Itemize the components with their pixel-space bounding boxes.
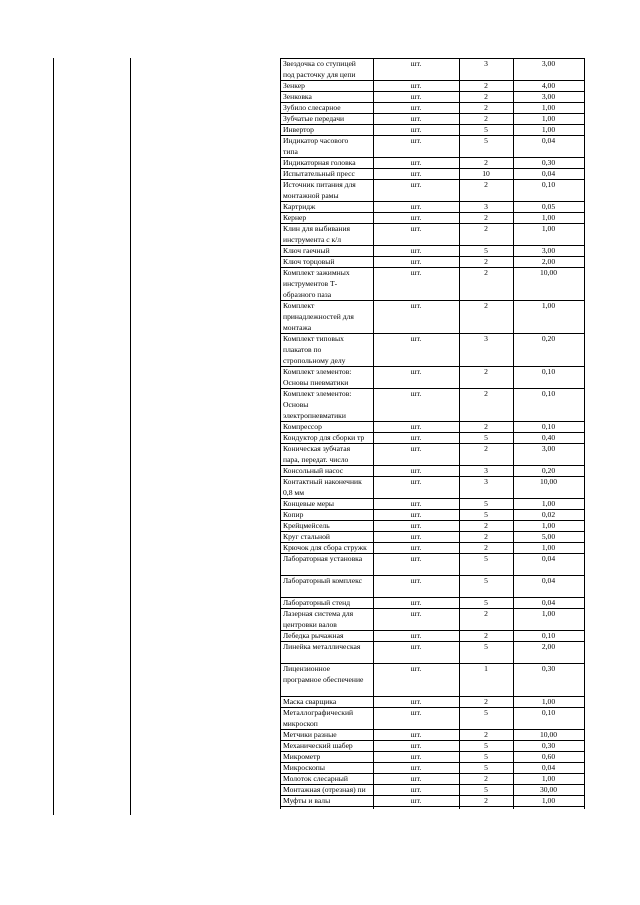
item-value: 0,04 [541, 554, 556, 563]
item-quantity: 2 [484, 158, 488, 167]
item-value: 1,00 [541, 125, 556, 134]
item-unit: шт. [410, 752, 422, 761]
item-name: Испытательный пресс [283, 169, 355, 178]
item-unit: шт. [410, 631, 422, 640]
item-name: Зенковка [283, 92, 312, 101]
item-name: Микрометр [283, 752, 321, 761]
item-quantity: 5 [484, 433, 488, 442]
item-unit: шт. [410, 367, 422, 376]
item-quantity: 5 [484, 125, 488, 134]
item-name: Кернер [283, 213, 307, 222]
item-quantity: 2 [484, 532, 488, 541]
item-quantity: 2 [484, 367, 488, 376]
item-unit: шт. [410, 81, 422, 90]
item-unit: шт. [410, 433, 422, 442]
item-value: 2,00 [541, 642, 556, 651]
item-name: Маска сварщика [283, 697, 337, 706]
item-quantity: 2 [484, 730, 488, 739]
item-name: Лабораторный комплекс [283, 576, 362, 585]
item-unit: шт. [410, 136, 422, 145]
item-value: 1,00 [541, 543, 556, 552]
item-name: Контактный наконечник 0,8 мм [283, 477, 362, 497]
item-value: 2,00 [541, 257, 556, 266]
item-quantity: 10 [482, 169, 490, 178]
item-unit: шт. [410, 389, 422, 398]
item-quantity: 2 [484, 301, 488, 310]
item-name: Муфты и валы [283, 796, 331, 805]
item-value: 0,20 [541, 334, 556, 343]
item-name: Комплект элементов: Основы пневматики [283, 367, 352, 387]
item-unit: шт. [410, 763, 422, 772]
item-quantity: 2 [484, 180, 488, 189]
item-quantity: 2 [484, 389, 488, 398]
item-unit: шт. [410, 224, 422, 233]
item-value: 4,00 [541, 81, 556, 90]
item-quantity: 2 [484, 796, 488, 805]
item-unit: шт. [410, 697, 422, 706]
item-value: 0,04 [541, 598, 556, 607]
item-quantity: 2 [484, 631, 488, 640]
item-name: Клин для выбивания инструмента с к/л [283, 224, 351, 244]
item-name: Молоток слесарный [283, 774, 348, 783]
item-quantity: 3 [484, 334, 488, 343]
item-name: Металлографический микроскоп [283, 708, 354, 728]
item-unit: шт. [410, 609, 422, 618]
item-unit: шт. [410, 180, 422, 189]
item-value: 1,00 [541, 114, 556, 123]
item-name: Консольный насос [283, 466, 344, 475]
item-quantity: 2 [484, 543, 488, 552]
item-quantity: 5 [484, 499, 488, 508]
item-name: Зенкер [283, 81, 305, 90]
item-value: 0,10 [541, 708, 556, 717]
item-name: Коническая зубчатая пара, передат. число [283, 444, 351, 464]
item-value: 1,00 [541, 499, 556, 508]
item-name: Крейцмейсель [283, 521, 330, 530]
item-name: Копир [283, 510, 304, 519]
left-border-line-1 [53, 58, 54, 815]
item-unit: шт. [410, 59, 422, 68]
item-unit: шт. [410, 422, 422, 431]
item-unit: шт. [410, 268, 422, 277]
item-unit: шт. [410, 499, 422, 508]
item-value: 1,00 [541, 224, 556, 233]
item-value: 0,02 [541, 510, 556, 519]
item-unit: шт. [410, 510, 422, 519]
item-value: 1,00 [541, 697, 556, 706]
item-quantity: 2 [484, 81, 488, 90]
item-quantity: 2 [484, 521, 488, 530]
item-quantity: 2 [484, 257, 488, 266]
item-value: 0,04 [541, 763, 556, 772]
item-unit: шт. [410, 521, 422, 530]
item-unit: шт. [410, 785, 422, 794]
item-name: Индикатор часового типа [283, 136, 349, 156]
item-name: Картридж [283, 202, 316, 211]
item-quantity: 1 [484, 664, 488, 673]
item-name: Источник питания для монтажной рамы [283, 180, 356, 200]
item-quantity: 5 [484, 510, 488, 519]
item-quantity: 5 [484, 741, 488, 750]
item-name: Микроскопы [283, 763, 325, 772]
item-value: 0,04 [541, 136, 556, 145]
item-quantity: 3 [484, 477, 488, 486]
item-value: 5,00 [541, 532, 556, 541]
item-name: Механический шабер [283, 741, 353, 750]
item-unit: шт. [410, 576, 422, 585]
item-name: Лазерная система для центровки валов [283, 609, 354, 629]
item-unit: шт. [410, 543, 422, 552]
item-quantity: 5 [484, 554, 488, 563]
item-value: 0,05 [541, 202, 556, 211]
item-quantity: 3 [484, 59, 488, 68]
item-value: 3,00 [541, 59, 556, 68]
item-unit: шт. [410, 169, 422, 178]
item-value: 10,00 [539, 477, 558, 486]
item-name: Метчики разные [283, 730, 337, 739]
item-unit: шт. [410, 125, 422, 134]
item-unit: шт. [410, 477, 422, 486]
item-unit: шт. [410, 466, 422, 475]
item-name: Зубило слесарное [283, 103, 341, 112]
item-unit: шт. [410, 246, 422, 255]
item-unit: шт. [410, 741, 422, 750]
item-quantity: 5 [484, 576, 488, 585]
item-unit: шт. [410, 334, 422, 343]
item-value: 1,00 [541, 103, 556, 112]
item-name: Комплект типовых плакатов по стропольному делу [283, 334, 346, 365]
item-unit: шт. [410, 92, 422, 101]
item-value: 0,30 [541, 158, 556, 167]
item-quantity: 2 [484, 774, 488, 783]
item-quantity: 2 [484, 268, 488, 277]
item-value: 0,04 [541, 576, 556, 585]
item-quantity: 2 [484, 103, 488, 112]
item-quantity: 2 [484, 224, 488, 233]
item-unit: шт. [410, 598, 422, 607]
item-name: Комплект принадлежностей для монтажа [283, 301, 354, 332]
item-value: 1,00 [541, 609, 556, 618]
item-value: 1,00 [541, 301, 556, 310]
item-value: 30,00 [539, 785, 558, 794]
item-unit: шт. [410, 708, 422, 717]
item-name: Монтажная (отрезная) пи [283, 785, 366, 794]
item-value: 3,00 [541, 444, 556, 453]
item-name: Лебедка рычажная [283, 631, 344, 640]
item-value: 3,00 [541, 246, 556, 255]
item-name: Лабораторный стенд [283, 598, 351, 607]
item-value: 3,00 [541, 92, 556, 101]
item-name: Линейка металлическая [283, 642, 361, 651]
item-quantity: 3 [484, 466, 488, 475]
item-name: Круг стальной [283, 532, 330, 541]
item-value: 1,00 [541, 796, 556, 805]
item-value: 0,20 [541, 466, 556, 475]
table-row-divider [280, 806, 585, 807]
item-quantity: 5 [484, 708, 488, 717]
item-value: 0,30 [541, 741, 556, 750]
item-unit: шт. [410, 532, 422, 541]
item-unit: шт. [410, 103, 422, 112]
item-unit: шт. [410, 664, 422, 673]
item-unit: шт. [410, 213, 422, 222]
item-name: Инвертор [283, 125, 314, 134]
item-name: Зубчатые передачи [283, 114, 345, 123]
item-value: 0,40 [541, 433, 556, 442]
item-quantity: 5 [484, 246, 488, 255]
item-quantity: 2 [484, 422, 488, 431]
item-unit: шт. [410, 444, 422, 453]
item-name: Компрессор [283, 422, 322, 431]
item-value: 0,60 [541, 752, 556, 761]
item-quantity: 2 [484, 92, 488, 101]
item-name: Индикаторная головка [283, 158, 356, 167]
item-value: 0,10 [541, 631, 556, 640]
item-quantity: 2 [484, 114, 488, 123]
item-quantity: 2 [484, 444, 488, 453]
item-value: 1,00 [541, 521, 556, 530]
item-name: Лабораторная установка [283, 554, 363, 563]
item-unit: шт. [410, 554, 422, 563]
item-quantity: 5 [484, 136, 488, 145]
item-value: 10,00 [539, 730, 558, 739]
item-name: Комплект элементов: Основы электропневматики [283, 389, 352, 420]
item-name: Концевые меры [283, 499, 335, 508]
item-value: 0,10 [541, 422, 556, 431]
item-quantity: 2 [484, 609, 488, 618]
item-value: 10,00 [539, 268, 558, 277]
item-name: Крючок для сбора стружк [283, 543, 367, 552]
item-name: Лицензионное програмное обеспечение [283, 664, 364, 684]
item-unit: шт. [410, 642, 422, 651]
item-value: 0,04 [541, 169, 556, 178]
item-unit: шт. [410, 774, 422, 783]
item-name: Ключ торцовый [283, 257, 335, 266]
item-quantity: 2 [484, 213, 488, 222]
item-name: Комплект зажимных инструментов Т- образного паза [283, 268, 350, 299]
item-unit: шт. [410, 158, 422, 167]
item-quantity: 5 [484, 642, 488, 651]
left-border-line-2 [130, 58, 131, 815]
item-quantity: 5 [484, 763, 488, 772]
item-value: 1,00 [541, 213, 556, 222]
item-unit: шт. [410, 257, 422, 266]
item-unit: шт. [410, 202, 422, 211]
item-quantity: 5 [484, 598, 488, 607]
item-value: 0,10 [541, 367, 556, 376]
item-unit: шт. [410, 796, 422, 805]
item-name: Звездочка со ступицей под расточку для цепи [283, 59, 356, 79]
item-value: 1,00 [541, 774, 556, 783]
item-quantity: 5 [484, 785, 488, 794]
item-quantity: 2 [484, 697, 488, 706]
item-value: 0,30 [541, 664, 556, 673]
item-quantity: 3 [484, 202, 488, 211]
item-value: 0,10 [541, 389, 556, 398]
item-name: Ключ гаечный [283, 246, 330, 255]
item-unit: шт. [410, 730, 422, 739]
item-name: Кондуктор для сборки тр [283, 433, 365, 442]
item-unit: шт. [410, 301, 422, 310]
item-unit: шт. [410, 114, 422, 123]
item-value: 0,10 [541, 180, 556, 189]
item-quantity: 5 [484, 752, 488, 761]
